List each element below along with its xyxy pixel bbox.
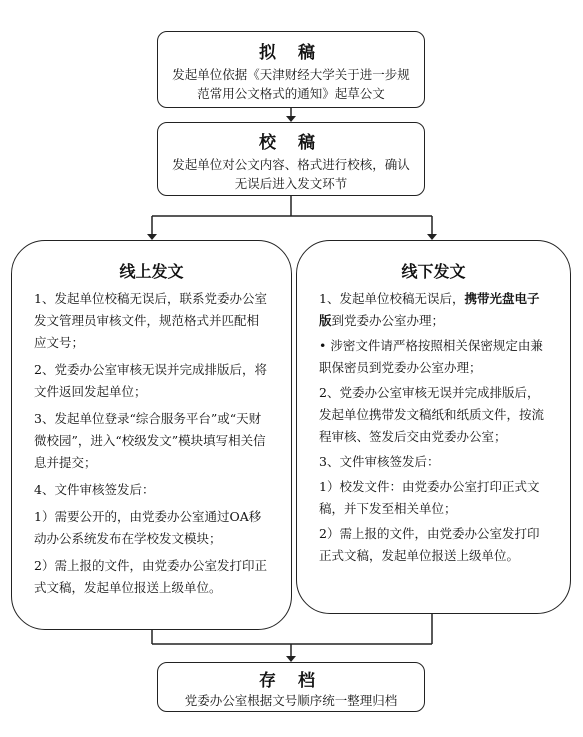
offline-step-1-suffix: 到党委办公室办理； xyxy=(331,313,445,328)
online-step-1: 1、发起单位校稿无误后，联系党委办公室发文管理员审核文件，规范格式并匹配相应文号； xyxy=(34,291,267,350)
online-step-3: 3、发起单位登录“综合服务平台”或“天财微校园”，进入“校级发文”模块填写相关信息并提交； xyxy=(34,411,266,470)
online-step-4-2: 2）需上报的文件，由党委办公室发打印正式文稿，发起单位报送上级单位。 xyxy=(34,558,267,595)
online-publishing-box xyxy=(11,240,292,630)
draft-description: 发起单位依据《天津财经大学关于进一步规范常用公文格式的通知》起草公文 xyxy=(172,67,410,101)
proofread-description: 发起单位对公文内容、格式进行校核，确认无误后进入发文环节 xyxy=(172,157,410,191)
archive-description: 党委办公室根据文号顺序统一整理归档 xyxy=(184,693,398,708)
offline-step-1-highlight: 携带光盘电子版 xyxy=(319,291,540,328)
offline-classified-note: • 涉密文件请严格按照相关保密规定由兼职保密员到党委办公室办理； xyxy=(319,338,543,375)
draft-title: 拟 稿 xyxy=(259,43,323,63)
offline-publishing-box xyxy=(296,240,571,614)
online-step-2: 2、党委办公室审核无误并完成排版后，将文件返回发起单位； xyxy=(34,362,267,399)
offline-step-3: 3、文件审核签发后： xyxy=(319,454,440,469)
draft-box xyxy=(157,31,425,108)
offline-step-3-2: 2）需上报的文件，由党委办公室发打印正式文稿，发起单位报送上级单位。 xyxy=(319,526,540,563)
proofread-title: 校 稿 xyxy=(259,133,323,153)
offline-step-3-1: 1）校发文件：由党委办公室打印正式文稿，并下发至相关单位； xyxy=(319,479,540,516)
offline-step-2: 2、党委办公室审核无误并完成排版后，发起单位携带发文稿纸和纸质文件，按流程审核、签发后交由党委办公室； xyxy=(319,385,545,444)
archive-box xyxy=(157,662,425,712)
offline-step-1-prefix: 1、发起单位校稿无误后， xyxy=(319,291,465,306)
proofread-box xyxy=(157,122,425,196)
online-step-4-1: 1）需要公开的，由党委办公室通过OA移动办公系统发布在学校发文模块； xyxy=(34,509,262,546)
online-title: 线上发文 xyxy=(119,262,184,281)
online-step-4: 4、文件审核签发后： xyxy=(34,482,155,497)
offline-title: 线下发文 xyxy=(401,262,466,281)
archive-title: 存 档 xyxy=(259,671,323,691)
offline-step-1 xyxy=(297,288,570,332)
